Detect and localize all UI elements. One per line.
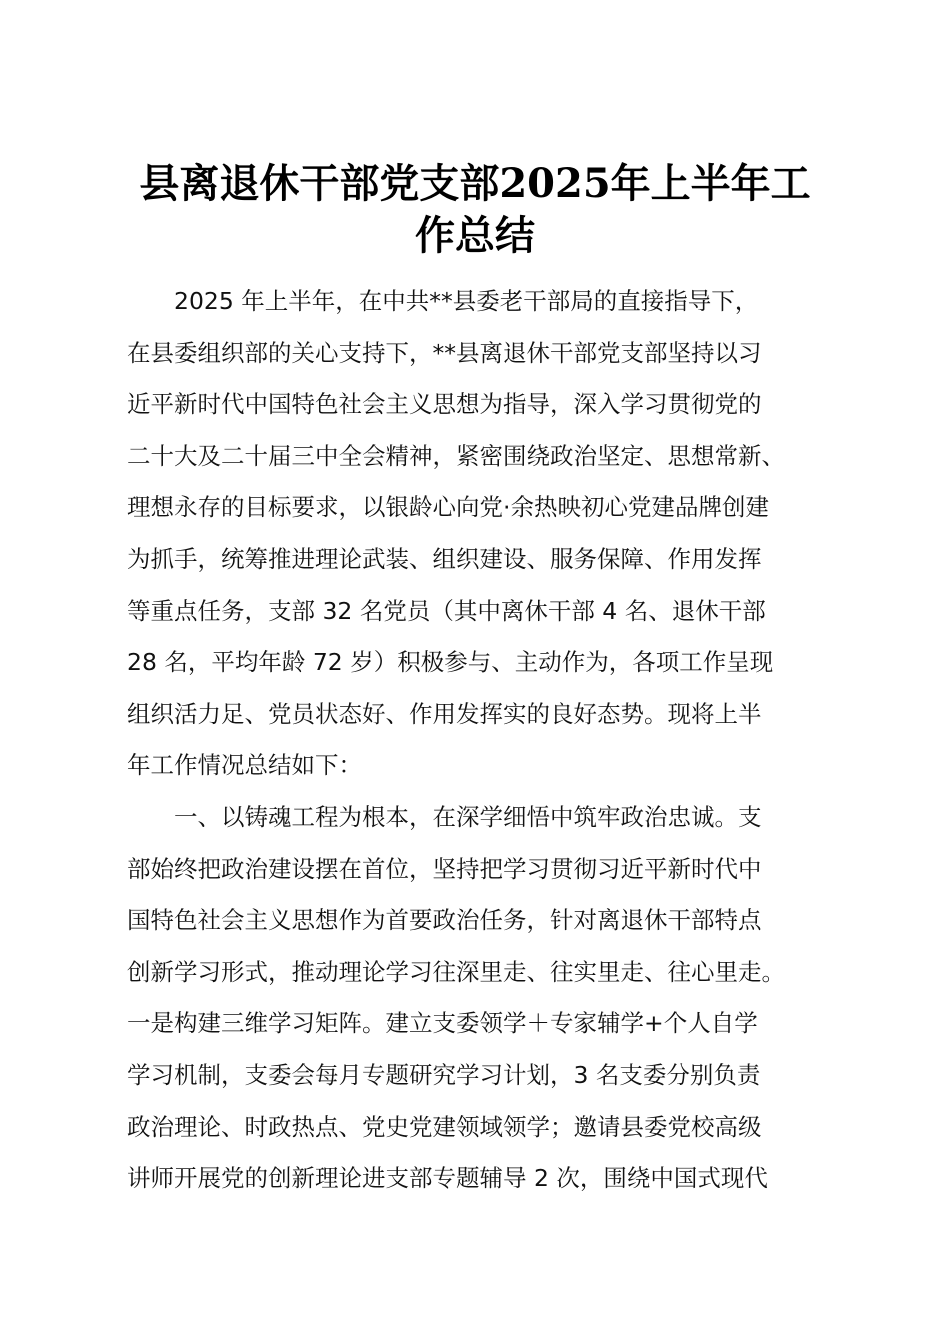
paragraph-2-line: 讲师开展党的创新理论进支部专题辅导 2 次，围绕中国式现代 — [127, 1164, 768, 1193]
paragraph-1-line: 在县委组织部的关心支持下，**县离退休干部党支部坚持以习 — [127, 338, 762, 367]
paragraph-2-line: 学习机制，支委会每月专题研究学习计划，3 名支委分别负责 — [127, 1060, 761, 1089]
paragraph-2-line: 国特色社会主义思想作为首要政治任务，针对离退休干部特点 — [127, 906, 762, 935]
paragraph-1-line: 近平新时代中国特色社会主义思想为指导，深入学习贯彻党的 — [127, 390, 762, 419]
section-1-heading-line: 一、以铸魂工程为根本，在深学细悟中筑牢政治忠诚。支 — [174, 802, 762, 831]
title-line-1: 县离退休干部党支部2025年上半年工 — [139, 160, 811, 207]
paragraph-1-line: 二十大及二十届三中全会精神，紧密围绕政治坚定、思想常新、 — [127, 441, 785, 470]
paragraph-1-line: 28 名，平均年龄 72 岁）积极参与、主动作为，各项工作呈现 — [127, 648, 774, 677]
title-line-2: 作总结 — [415, 211, 535, 259]
paragraph-1-line: 为抓手，统筹推进理论武装、组织建设、服务保障、作用发挥 — [127, 544, 762, 573]
paragraph-1-line: 组织活力足、党员状态好、作用发挥实的良好态势。现将上半 — [127, 699, 762, 728]
document-body — [127, 276, 833, 1205]
paragraph-2-line: 创新学习形式，推动理论学习往深里走、往实里走、往心里走。 — [127, 957, 785, 986]
paragraph-1-line: 2025 年上半年，在中共**县委老干部局的直接指导下， — [174, 287, 759, 315]
paragraph-1-line: 年工作情况总结如下： — [127, 751, 362, 780]
paragraph-1-line: 理想永存的目标要求，以银龄心向党·余热映初心党建品牌创建 — [127, 493, 769, 522]
paragraph-2-line: 政治理论、时政热点、党史党建领域领学；邀请县委党校高级 — [127, 1112, 762, 1141]
paragraph-2-line: 部始终把政治建设摆在首位，坚持把学习贯彻习近平新时代中 — [127, 854, 762, 883]
paragraph-1-line: 等重点任务，支部 32 名党员（其中离休干部 4 名、退休干部 — [127, 596, 766, 625]
paragraph-2-line: 一是构建三维学习矩阵。建立支委领学＋专家辅学+个人自学 — [127, 1009, 758, 1038]
document-title — [120, 158, 830, 261]
